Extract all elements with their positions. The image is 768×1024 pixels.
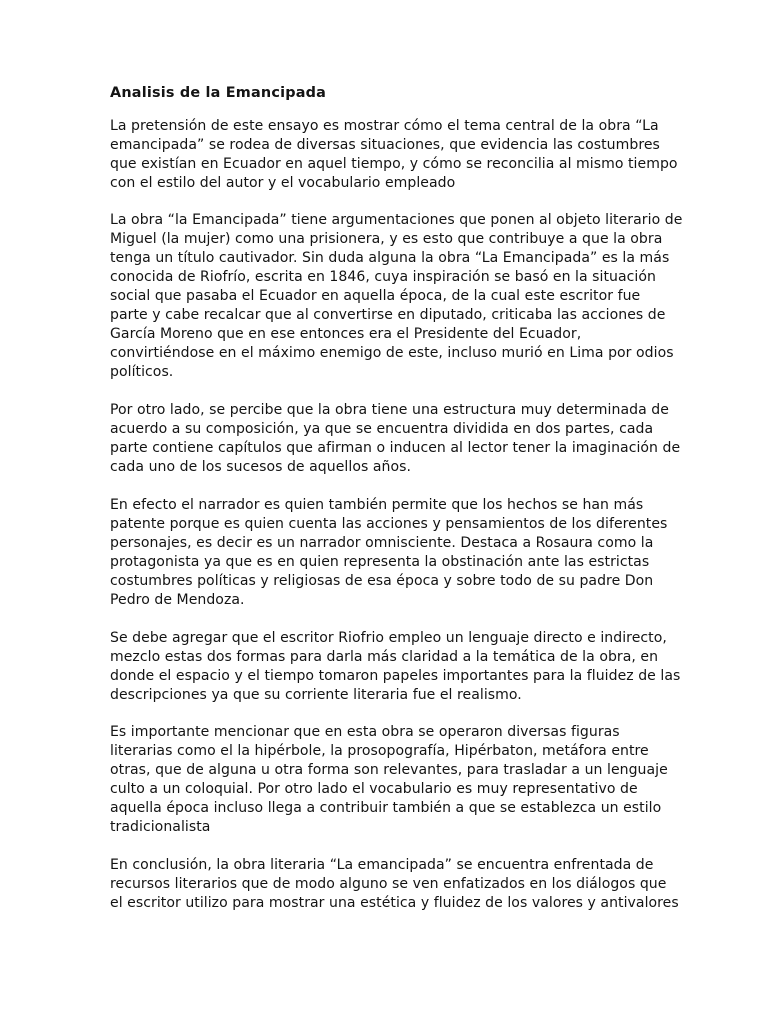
paragraph-conclusion: [110, 856, 679, 913]
paragraph-line: patente porque es quien cuenta las acciones y pensamientos de los diferentes: [110, 516, 668, 532]
paragraph-line: culto a un coloquial. Por otro lado el vocabulario es muy representativo de: [110, 781, 638, 797]
paragraph-line: cada uno de los sucesos de aquellos años.: [110, 459, 411, 475]
paragraph-line: Miguel (la mujer) como una prisionera, y es esto que contribuye a que la obra: [110, 231, 663, 247]
paragraph-line: La pretensión de este ensayo es mostrar cómo el tema central de la obra “La: [110, 118, 659, 134]
paragraph-line: que existían en Ecuador en aquel tiempo, y cómo se reconcilia al mismo tiempo: [110, 156, 678, 172]
paragraph-line: donde el espacio y el tiempo tomaron papeles importantes para la fluidez de las: [110, 668, 681, 684]
paragraph-line: tenga un título cautivador. Sin duda alguna la obra “La Emancipada” es la más: [110, 250, 670, 266]
paragraph-narrador: [110, 496, 667, 610]
paragraph-line: En efecto el narrador es quien también permite que los hechos se han más: [110, 497, 644, 513]
paragraph-line: convirtiéndose en el máximo enemigo de este, incluso murió en Lima por odios: [110, 345, 674, 361]
paragraph-line: parte contiene capítulos que afirman o inducen al lector tener la imaginación de: [110, 440, 681, 456]
paragraph-line: Por otro lado, se percibe que la obra tiene una estructura muy determinada de: [110, 402, 669, 418]
paragraph-line: protagonista ya que es en quien representa la obstinación ante las estrictas: [110, 554, 650, 570]
paragraph-line: descripciones ya que su corriente literaria fue el realismo.: [110, 687, 522, 703]
paragraph-line: La obra “la Emancipada” tiene argumentaciones que ponen al objeto literario de: [110, 212, 683, 228]
paragraph-line: acuerdo a su composición, ya que se encuentra dividida en dos partes, cada: [110, 421, 654, 437]
paragraph-line: aquella época incluso llega a contribuir también a que se establezca un estilo: [110, 800, 662, 816]
paragraph-estructura: [110, 401, 680, 477]
paragraph-line: parte y cabe recalcar que al convertirse en diputado, criticaba las acciones de: [110, 307, 666, 323]
document-title: Analisis de la Emancipada: [110, 85, 327, 101]
paragraph-lenguaje: [110, 629, 680, 705]
paragraph-line: con el estilo del autor y el vocabulario empleado: [110, 175, 456, 191]
paragraph-line: Es importante mencionar que en esta obra se operaron diversas figuras: [110, 724, 620, 740]
paragraph-line: Pedro de Mendoza.: [110, 592, 245, 608]
paragraph-argumentaciones: [110, 211, 682, 382]
paragraph-figuras-literarias: [110, 723, 668, 837]
paragraph-line: conocida de Riofrío, escrita en 1846, cuya inspiración se basó en la situación: [110, 269, 656, 285]
paragraph-line: Se debe agregar que el escritor Riofrio empleo un lenguaje directo e indirecto,: [110, 630, 667, 646]
paragraph-line: políticos.: [110, 364, 174, 380]
paragraph-line: costumbres políticas y religiosas de esa época y sobre todo de su padre Don: [110, 573, 654, 589]
paragraph-line: recursos literarios que de modo alguno se ven enfatizados en los diálogos que: [110, 876, 667, 892]
paragraph-line: el escritor utilizo para mostrar una estética y fluidez de los valores y antivalores: [110, 895, 679, 911]
paragraph-line: mezclo estas dos formas para darla más claridad a la temática de la obra, en: [110, 649, 659, 665]
paragraph-line: emancipada” se rodea de diversas situaciones, que evidencia las costumbres: [110, 137, 660, 153]
paragraph-line: literarias como el la hipérbole, la prosopografía, Hipérbaton, metáfora entre: [110, 743, 649, 759]
paragraph-line: otras, que de alguna u otra forma son relevantes, para trasladar a un lenguaje: [110, 762, 668, 778]
paragraph-introduccion: [110, 117, 678, 193]
paragraph-line: tradicionalista: [110, 819, 211, 835]
paragraph-line: social que pasaba el Ecuador en aquella época, de la cual este escritor fue: [110, 288, 641, 304]
paragraph-line: personajes, es decir es un narrador omnisciente. Destaca a Rosaura como la: [110, 535, 654, 551]
paragraph-line: García Moreno que en ese entonces era el Presidente del Ecuador,: [110, 326, 582, 342]
paragraph-line: En conclusión, la obra literaria “La emancipada” se encuentra enfrentada de: [110, 857, 654, 873]
